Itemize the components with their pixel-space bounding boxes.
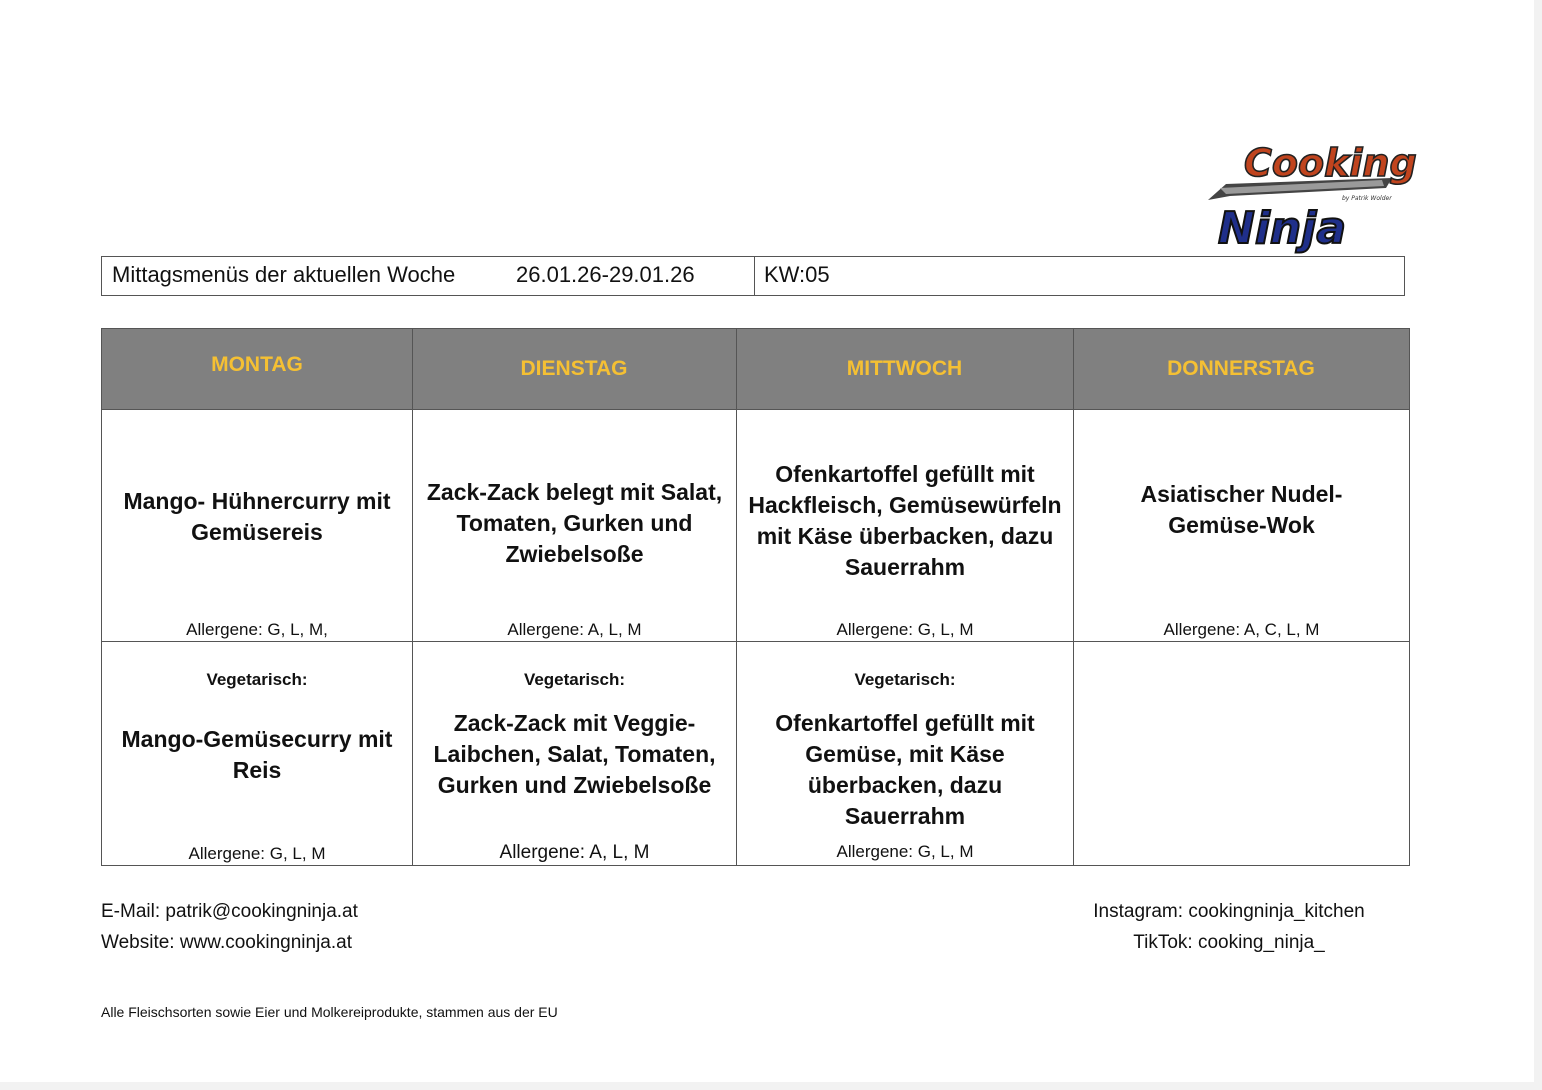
- dish-name: Mango- Hühnercurry mit Gemüsereis: [123, 487, 391, 545]
- main-dish-tuesday: [413, 410, 736, 641]
- dish-name: Zack-Zack mit Veggie-Laibchen, Salat, Tomaten, Gurken und Zwiebelsoße: [433, 710, 716, 798]
- vegetarian-label: Vegetarisch:: [523, 670, 626, 689]
- veg-dish-wednesday: [737, 642, 1073, 865]
- dish-name: Asiatischer Nudel-Gemüse-Wok: [1140, 480, 1343, 538]
- header-calendar-week: KW:05: [764, 262, 830, 287]
- day-header-thursday: DONNERSTAG: [1073, 329, 1409, 409]
- menu-table: [101, 328, 1410, 866]
- allergen-info: Allergene: A, L, M: [507, 620, 642, 639]
- week-header: [101, 256, 1405, 296]
- header-divider: [754, 257, 755, 295]
- dish-name: Zack-Zack belegt mit Salat, Tomaten, Gurken und Zwiebelsoße: [426, 479, 723, 567]
- dish-name: Ofenkartoffel gefüllt mit Gemüse, mit Käse überbacken, dazu Sauerrahm: [775, 710, 1035, 829]
- allergen-info: Allergene: A, C, L, M: [1163, 620, 1320, 639]
- origin-note: Alle Fleischsorten sowie Eier und Molkereiprodukte, stammen aus der EU: [101, 1004, 558, 1020]
- contact-right: [1060, 896, 1398, 958]
- vegetarian-label: Vegetarisch:: [854, 670, 956, 689]
- svg-text:Cooking: Cooking: [1244, 141, 1417, 185]
- vegetarian-label: Vegetarisch:: [206, 670, 308, 689]
- veg-dish-thursday: [1074, 642, 1409, 865]
- dish-name: Mango-Gemüsecurry mit Reis: [121, 726, 393, 783]
- veg-dish-monday: [102, 642, 412, 865]
- main-dish-wednesday: [737, 410, 1073, 641]
- day-header-monday: MONTAG: [102, 329, 412, 409]
- allergen-info: Allergene: G, L, M,: [186, 620, 328, 639]
- main-dish-thursday: [1074, 410, 1409, 641]
- website-link[interactable]: Website: www.cookingninja.at: [101, 932, 352, 953]
- instagram-link[interactable]: Instagram: cookingninja_kitchen: [1093, 901, 1365, 922]
- allergen-info: Allergene: G, L, M: [836, 620, 974, 639]
- header-dates: 26.01.26-29.01.26: [516, 262, 695, 287]
- allergen-info: Allergene: G, L, M: [188, 844, 326, 863]
- dish-name: Ofenkartoffel gefüllt mit Hackfleisch, Gemüsewürfeln mit Käse überbacken, dazu Sauerrahm: [748, 460, 1062, 580]
- main-dish-monday: [102, 410, 412, 641]
- cooking-ninja-logo: [1206, 128, 1417, 254]
- day-header-tuesday: DIENSTAG: [412, 329, 736, 409]
- tiktok-link[interactable]: TikTok: cooking_ninja_: [1133, 932, 1325, 953]
- day-header-wednesday: MITTWOCH: [736, 329, 1073, 409]
- contact-left: [101, 896, 358, 958]
- allergen-info: Allergene: A, L, M: [499, 842, 650, 863]
- header-title: Mittagsmenüs der aktuellen Woche: [112, 262, 456, 287]
- svg-text:by Patrik Wolder: by Patrik Wolder: [1342, 195, 1392, 202]
- veg-dish-tuesday: [413, 642, 736, 865]
- svg-text:Ninja: Ninja: [1218, 203, 1347, 254]
- allergen-info: Allergene: G, L, M: [836, 842, 974, 861]
- email-link[interactable]: E-Mail: patrik@cookingninja.at: [101, 901, 358, 922]
